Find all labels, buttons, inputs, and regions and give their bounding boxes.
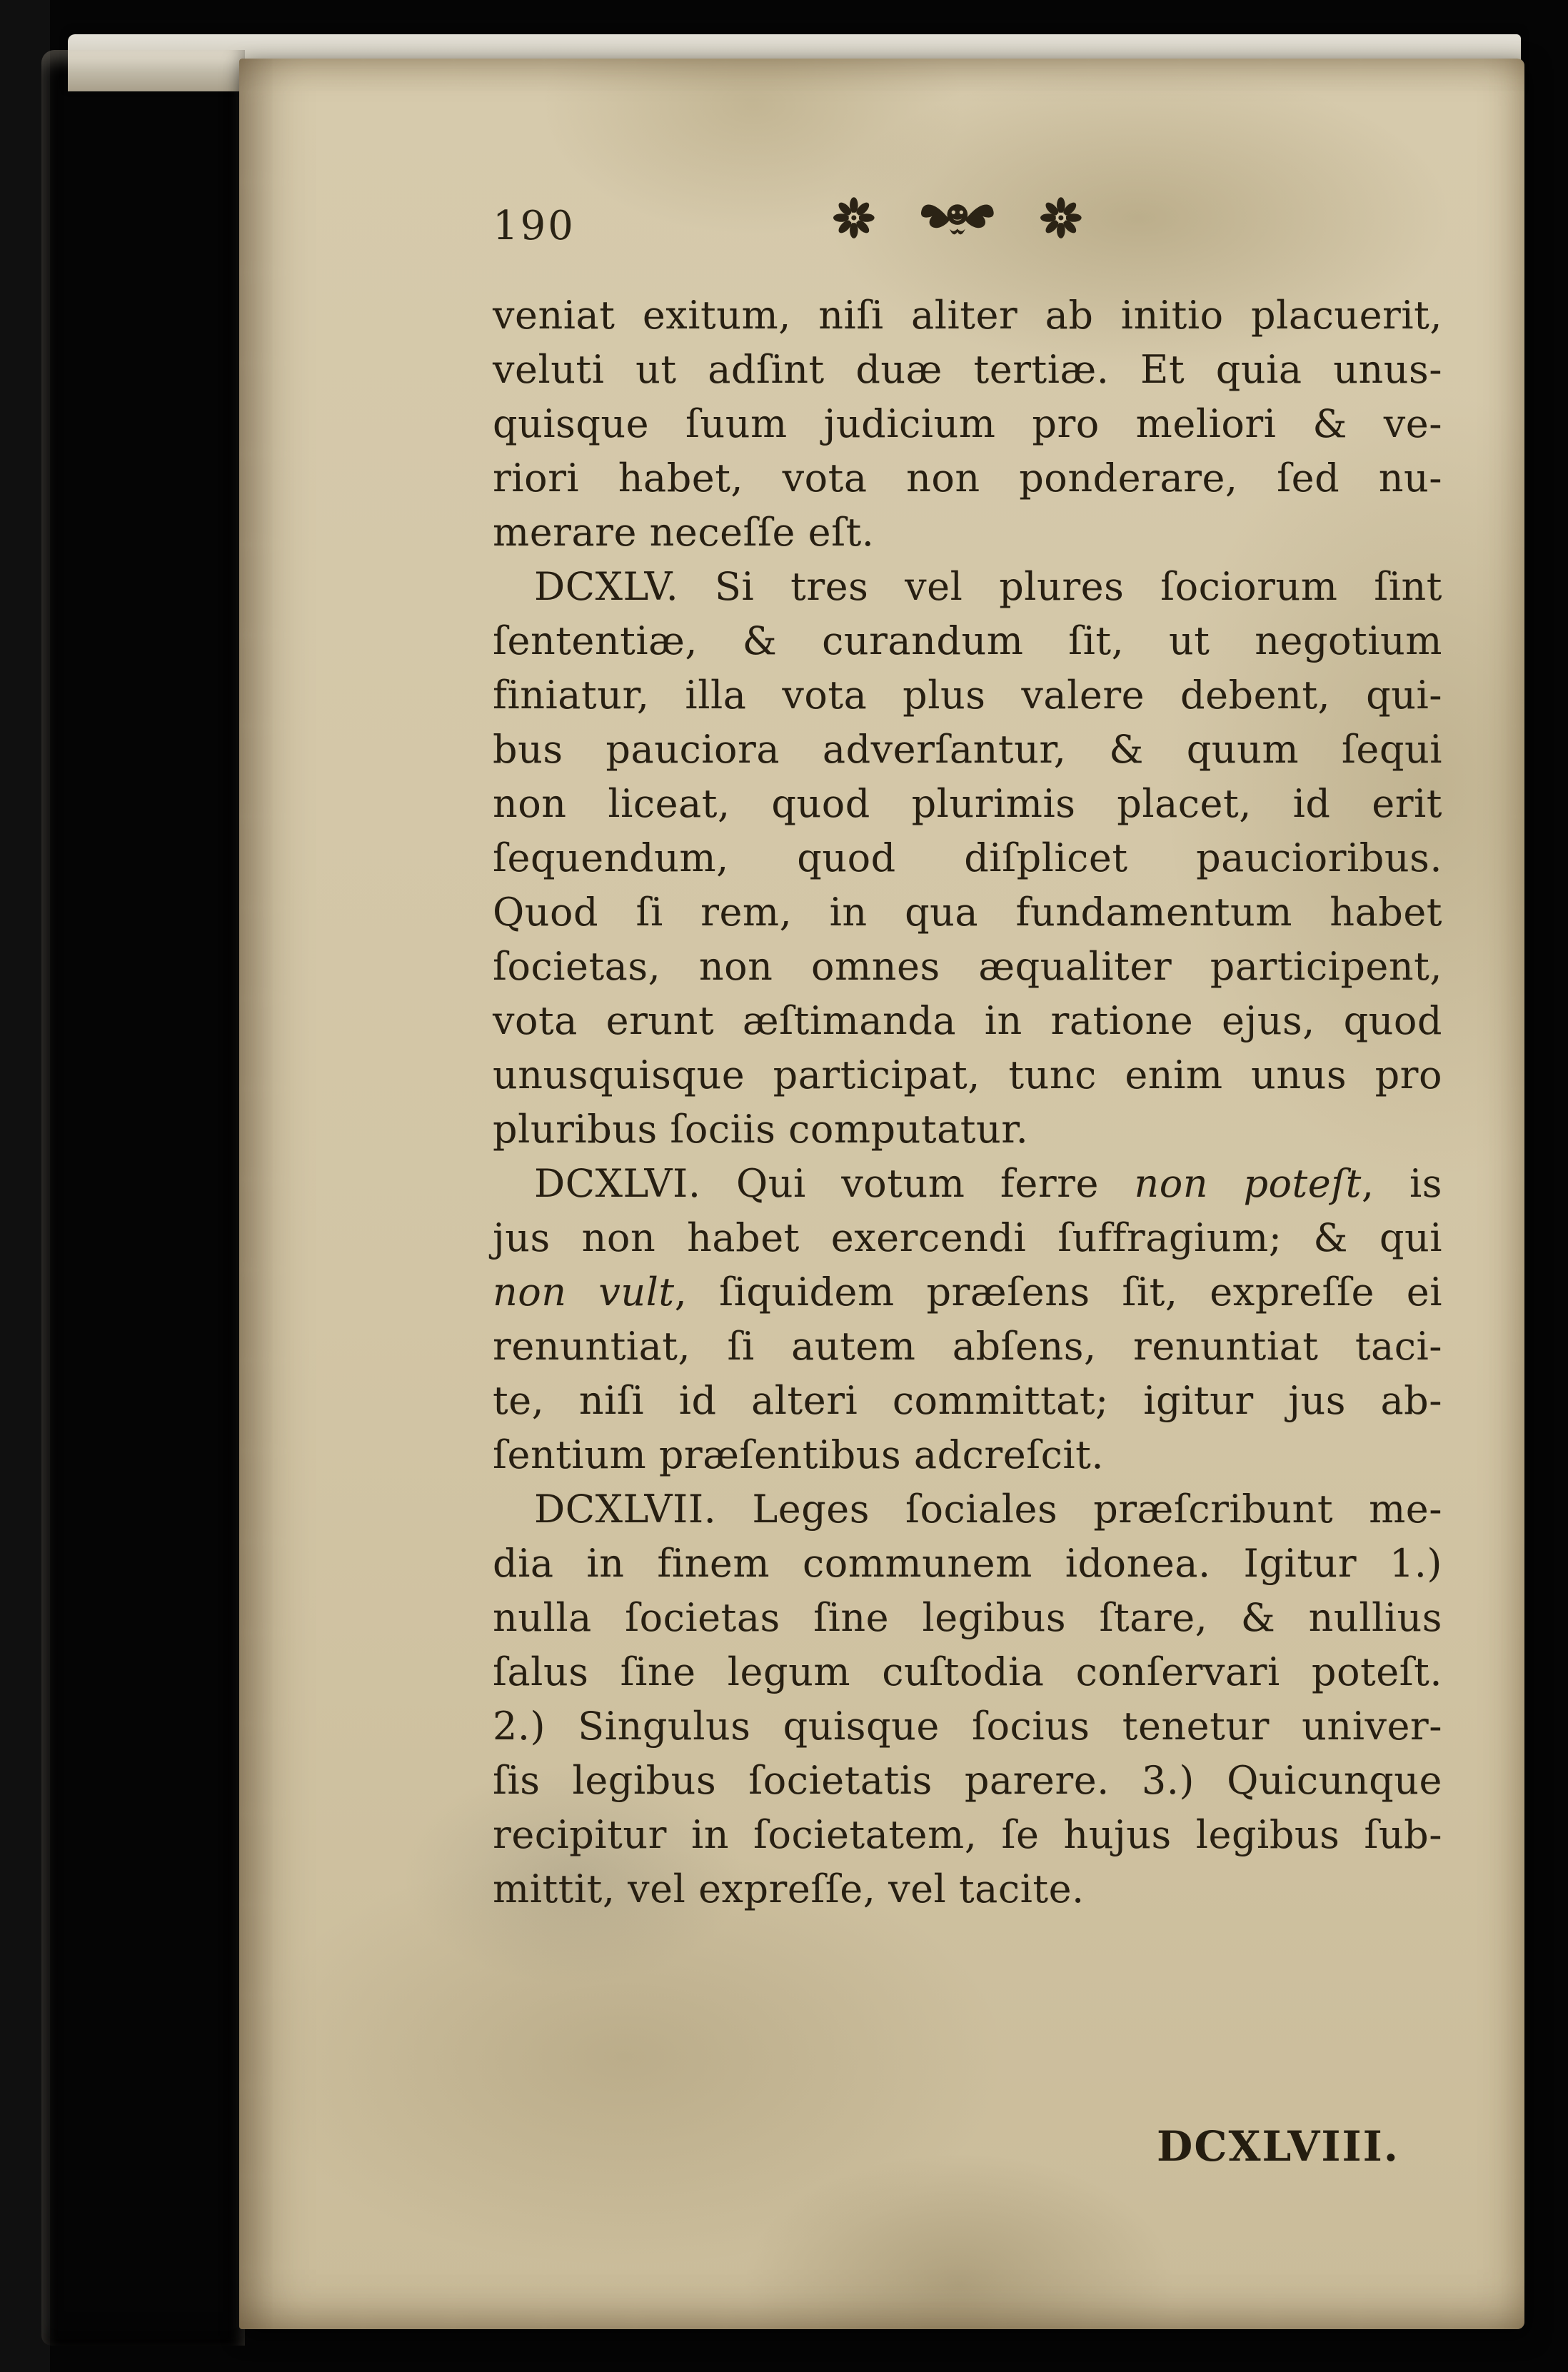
text-segment: ſententiæ, & curandum ſit, ut negotium (493, 618, 1442, 663)
text-segment: nulla ſocietas ſine legibus ſtare, & nullius (493, 1595, 1442, 1640)
text-segment: finiatur, illa vota plus valere debent, qui- (493, 673, 1442, 718)
text-line (493, 1591, 1442, 1645)
cherub-icon (918, 194, 997, 241)
book-page (239, 59, 1524, 2329)
text-segment: ſis legibus ſocietatis parere. 3.) Quicunque (493, 1758, 1442, 1803)
text-segment: Quod ſi rem, in qua fundamentum habet (493, 890, 1442, 935)
text-line (493, 1428, 1442, 1482)
text-line (493, 940, 1442, 994)
text-line (493, 1048, 1442, 1102)
text-line (493, 1265, 1442, 1320)
text-segment: ſalus ſine legum cuſtodia conſervari poteſt. (493, 1649, 1442, 1694)
text-line (493, 1374, 1442, 1428)
paragraph (493, 1157, 1442, 1482)
text-line (493, 288, 1442, 343)
text-line (493, 1699, 1442, 1754)
text-line (493, 1320, 1442, 1374)
text-segment: ſocietas, non omnes æqualiter participent, (493, 944, 1442, 989)
text-line (493, 614, 1442, 668)
text-line (493, 668, 1442, 723)
text-line (493, 1808, 1442, 1862)
header-ornament (831, 194, 1084, 241)
text-line (493, 885, 1442, 940)
italic-text-segment: non vult (493, 1270, 675, 1315)
text-line (493, 1862, 1442, 1916)
text-segment: riori habet, vota non ponderare, ſed nu- (493, 456, 1442, 501)
text-line (493, 1157, 1442, 1211)
text-segment: vota erunt æſtimanda in ratione ejus, quod (493, 998, 1442, 1043)
text-line (493, 397, 1442, 451)
rosette-icon (1038, 195, 1084, 241)
text-segment: non liceat, quod plurimis placet, id erit (493, 781, 1442, 826)
text-line (493, 1102, 1442, 1157)
text-segment: merare neceſſe eſt. (493, 510, 875, 555)
catchword: DCXLVIII. (1157, 2122, 1399, 2171)
text-segment: recipitur in ſocietatem, ſe hujus legibus ſub- (493, 1812, 1442, 1857)
text-segment: renuntiat, ſi autem abſens, renuntiat taci- (493, 1324, 1442, 1369)
text-line (493, 994, 1442, 1048)
text-segment: 2.) Singulus quisque ſocius tenetur univer- (493, 1704, 1442, 1749)
italic-text-segment: non poteſt (1134, 1161, 1362, 1206)
text-line (493, 343, 1442, 397)
book-fore-edge (41, 50, 245, 2346)
text-segment: , is (1361, 1161, 1443, 1206)
text-segment: ſequendum, quod diſplicet paucioribus. (493, 835, 1442, 880)
text-segment: unusquisque participat, tunc enim unus pro (493, 1052, 1442, 1097)
text-segment: pluribus ſociis computatur. (493, 1107, 1029, 1152)
text-segment: DCXLVII. Leges ſociales præſcribunt me- (534, 1487, 1442, 1532)
text-line (493, 451, 1442, 506)
rosette-icon (831, 195, 877, 241)
page-number: 190 (493, 203, 576, 249)
text-segment: jus non habet exercendi ſuffragium; & qui (493, 1215, 1442, 1260)
text-segment: DCXLVI. Qui votum ferre (534, 1161, 1135, 1206)
paragraph (493, 288, 1442, 560)
text-segment: dia in finem communem idonea. Igitur 1.) (493, 1541, 1442, 1586)
text-line (493, 1537, 1442, 1591)
text-segment: te, niſi id alteri committat; igitur jus ab- (493, 1378, 1442, 1423)
text-segment: ſentium præſentibus adcreſcit. (493, 1432, 1105, 1477)
paragraph (493, 1482, 1442, 1916)
paragraph (493, 560, 1442, 1157)
text-segment: quisque ſuum judicium pro meliori & ve- (493, 401, 1442, 446)
text-line (493, 1754, 1442, 1808)
text-line (493, 506, 1442, 560)
text-line (493, 1482, 1442, 1537)
text-line (493, 560, 1442, 614)
text-line (493, 1211, 1442, 1265)
text-segment: DCXLV. Si tres vel plures ſociorum ſint (534, 564, 1442, 609)
page-header (493, 194, 1442, 258)
text-segment: veluti ut adſint duæ tertiæ. Et quia unus- (493, 347, 1442, 392)
text-segment: , ſiquidem præſens ſit, expreſſe ei (674, 1270, 1442, 1315)
text-segment: bus pauciora adverſantur, & quum ſequi (493, 727, 1442, 772)
text-line (493, 1645, 1442, 1699)
text-line (493, 831, 1442, 885)
text-segment: mittit, vel expreſſe, vel tacite. (493, 1866, 1085, 1911)
text-block (493, 288, 1442, 1916)
text-segment: veniat exitum, niſi aliter ab initio placuerit, (493, 293, 1442, 338)
text-line (493, 723, 1442, 777)
text-line (493, 777, 1442, 831)
